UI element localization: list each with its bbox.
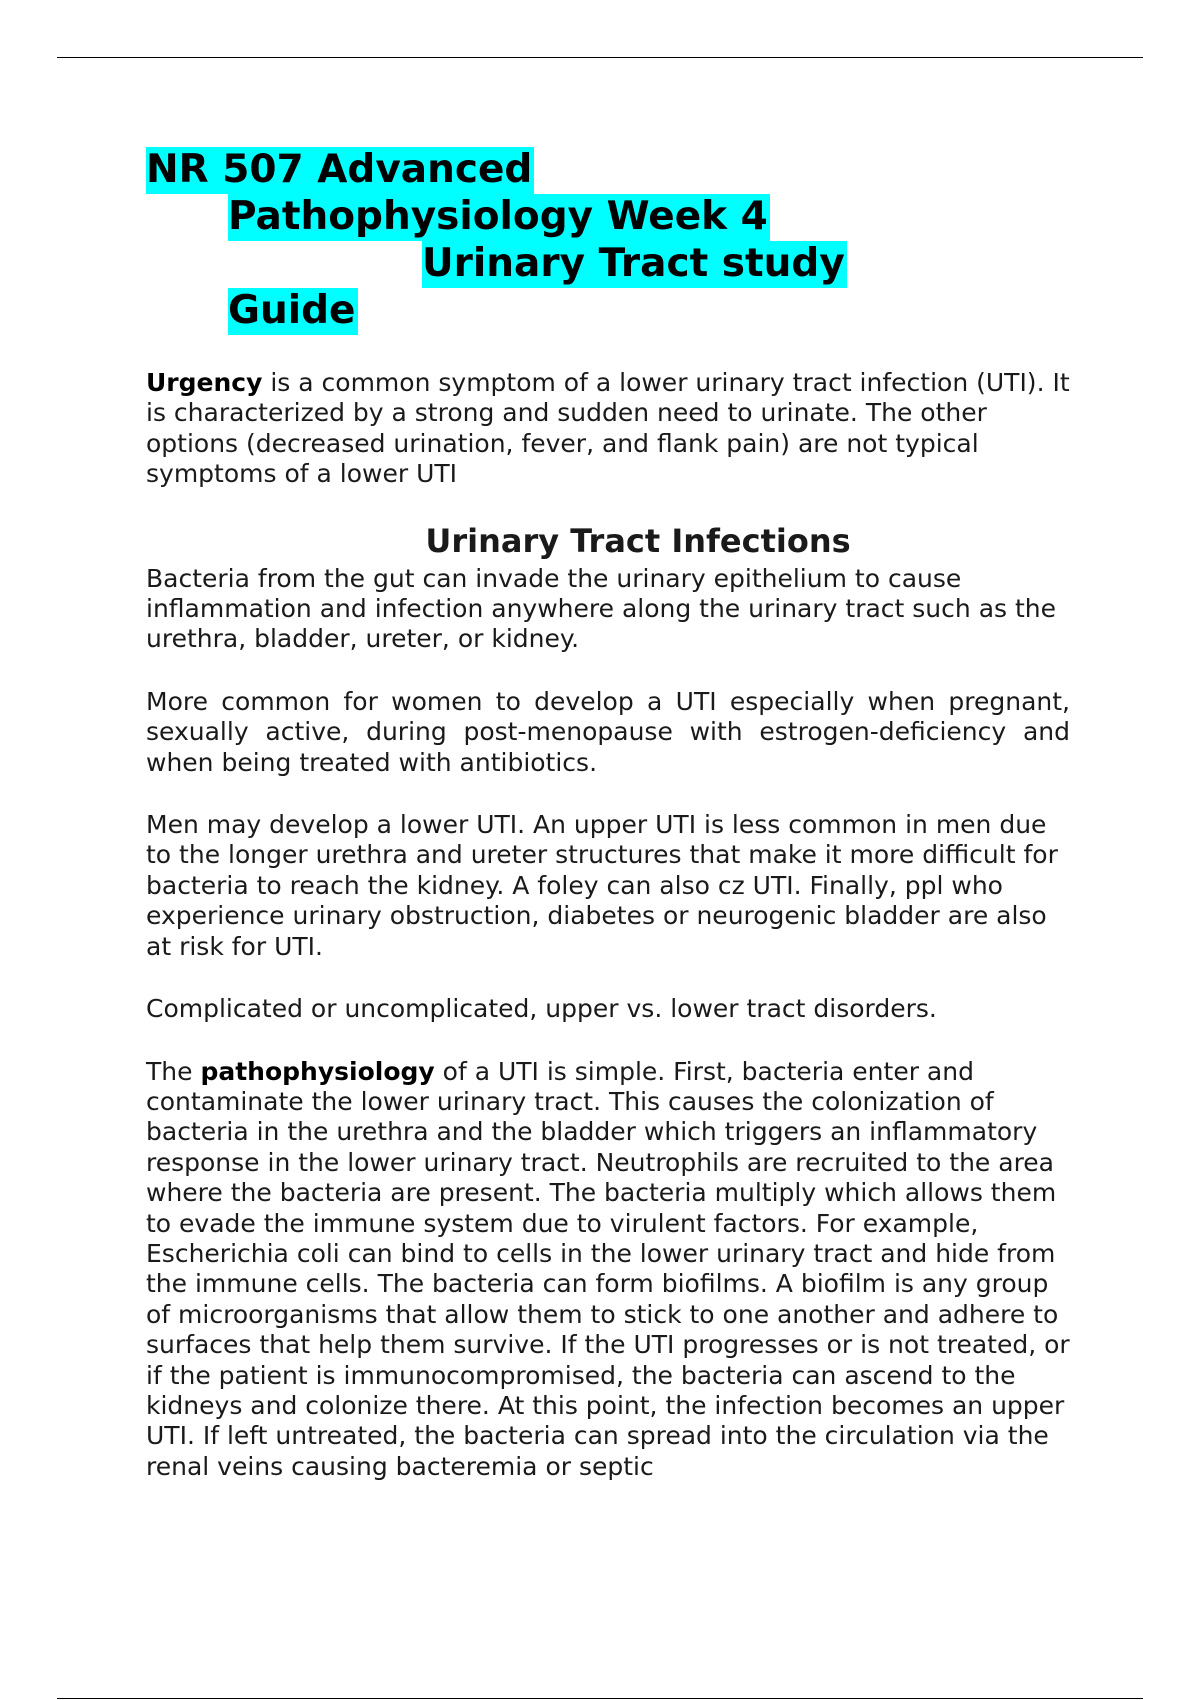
paragraph-classification: Complicated or uncomplicated, upper vs. lower tract disorders. — [146, 994, 937, 1024]
footer-rule — [57, 1698, 1143, 1699]
patho-rest: of a UTI is simple. First, bacteria enter and contaminate the lower urinary tract. This causes the colonization of bacteria in the urethra and the bladder which triggers an inflammatory response in the lower urinary tract. Neutrophils are recruited to the area where the bacteria are present. The bacteria multiply which allows them to evade the immune system due to virulent factors. For example, Escherichia coli can bind to cells in the lower urinary tract and hide from the immune cells. The bacteria can form biofilms. A biofilm is any group of microorganisms that allow them to stick to one another and adhere to surfaces that help them survive. If the UTI progresses or is not treated, or if the patient is immunocompromised, the bacteria can ascend to the kidneys and colonize there. At this point, the infection becomes an upper UTI. If left untreated, the bacteria can spread into the circulation via the renal veins causing bacteremia or septic — [146, 1056, 1070, 1481]
paragraph-bacteria: Bacteria from the gut can invade the urinary epithelium to cause inflammation and infection anywhere along the urinary tract such as the urethra, bladder, ureter, or kidney. — [146, 563, 1057, 654]
paragraph-pathophysiology — [146, 1057, 1070, 1483]
title-line-3: Urinary Tract study — [422, 241, 845, 286]
title-line-2: Pathophysiology Week 4 — [228, 194, 768, 239]
intro-paragraph — [146, 368, 1070, 490]
intro-text: is a common symptom of a lower urinary tract infection (UTI). It is characterized by a strong and sudden need to urinate. The other options (decreased urination, fever, and flank pain) are not typical symptoms of a lower UTI — [146, 368, 1070, 489]
document-body — [146, 368, 1070, 1482]
intro-term: Urgency — [146, 368, 263, 397]
paragraph-women: More common for women to develop a UTI especially when pregnant, sexually active, during post-menopause with estrogen-deficiency and when being treated with antibiotics. — [146, 686, 1070, 777]
patho-term: pathophysiology — [200, 1056, 435, 1086]
document-title — [146, 146, 847, 334]
title-line-1: NR 507 Advanced — [146, 147, 533, 192]
section-heading: Urinary Tract Infections — [425, 521, 851, 560]
header-rule — [57, 57, 1143, 58]
patho-start: The — [146, 1056, 201, 1086]
title-line-4: Guide — [228, 288, 356, 333]
paragraph-men: Men may develop a lower UTI. An upper UTI is less common in men due to the longer urethra and ureter structures that make it more difficult for bacteria to reach the kidney. A foley can also cz UTI. Finally, ppl who experience urinary obstruction, diabetes or neurogenic bladder are also at risk for UTI. — [146, 810, 1058, 961]
